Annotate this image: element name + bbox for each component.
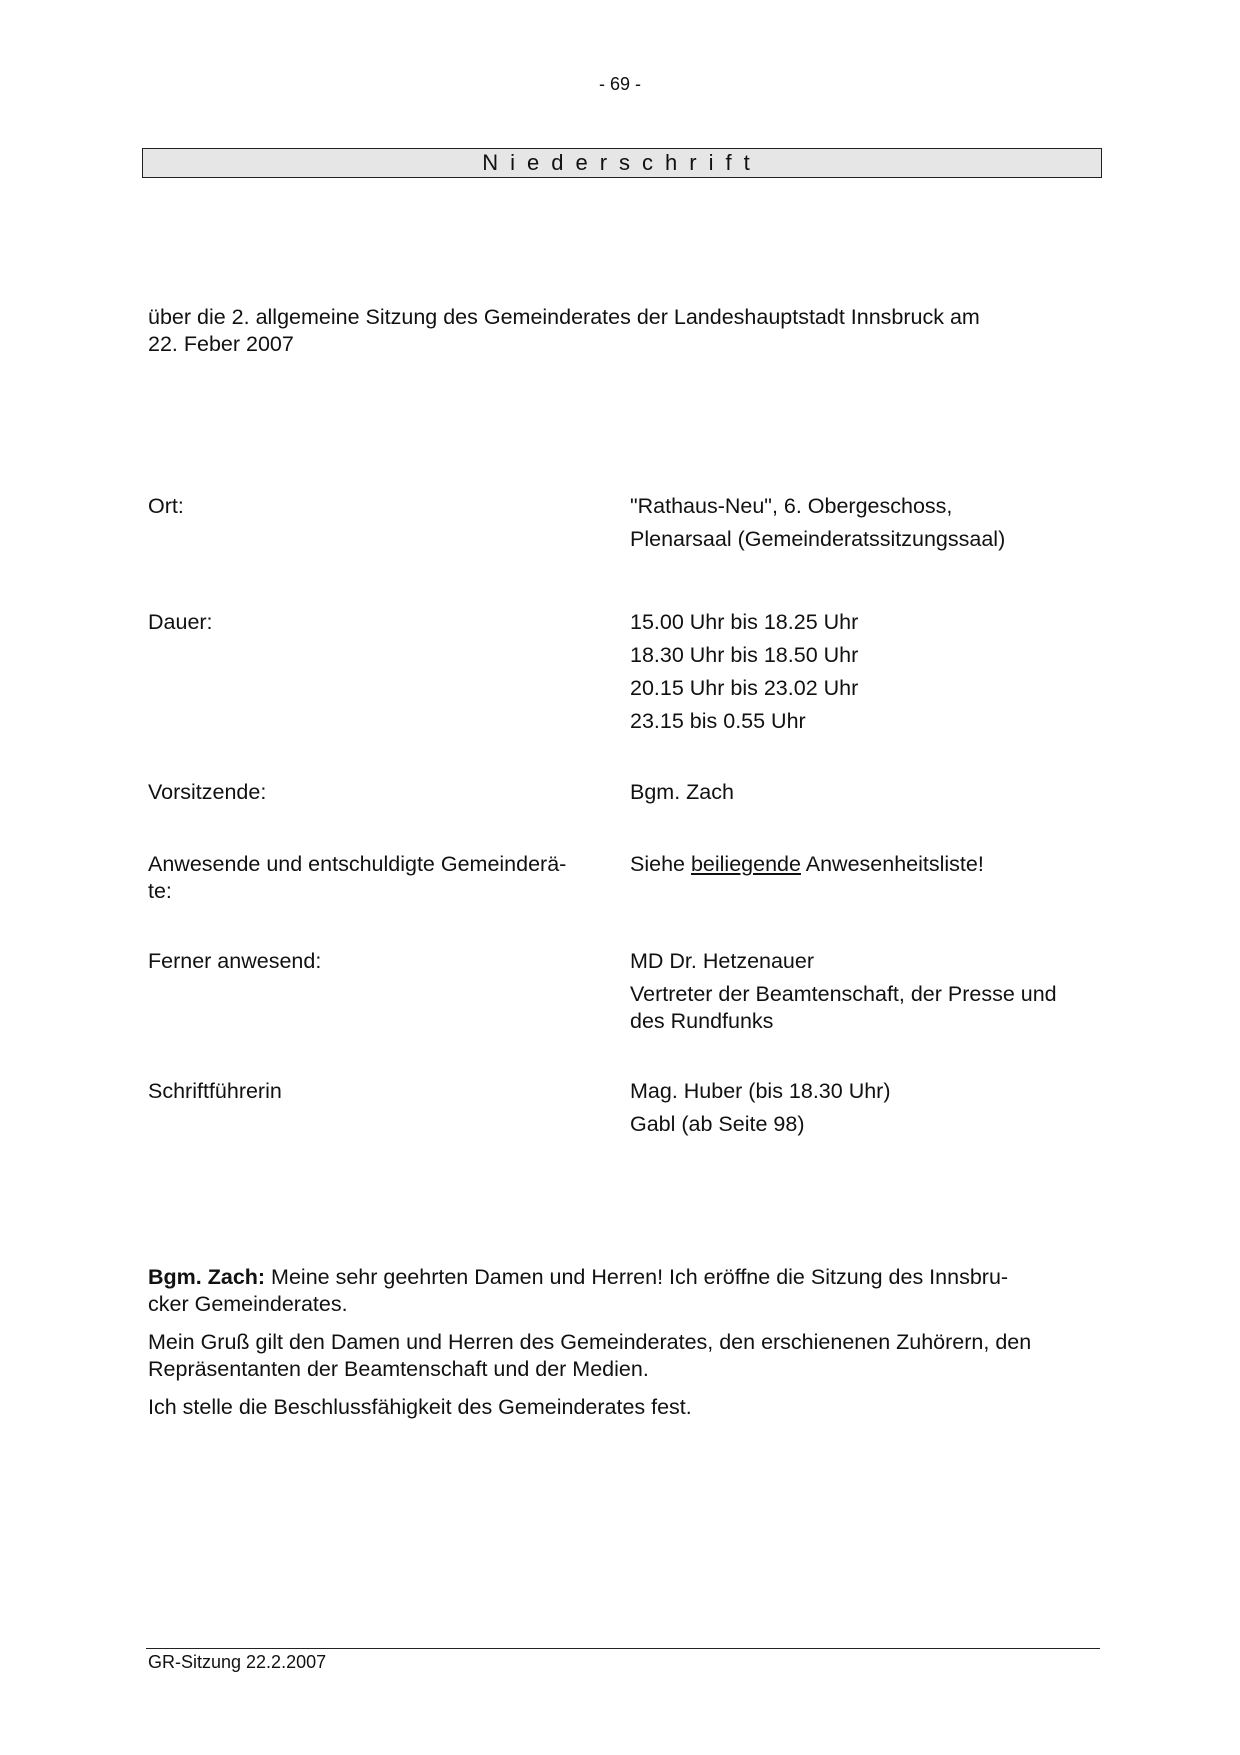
detail-value-line: 23.15 bis 0.55 Uhr [630, 709, 806, 733]
detail-label [148, 851, 618, 905]
document-title: Niederschrift [482, 150, 762, 175]
detail-value [630, 779, 1100, 812]
speech-paragraph [148, 1264, 1098, 1318]
underlined-word: beiliegende [690, 852, 801, 876]
detail-value [630, 1078, 1100, 1144]
speech-paragraph: Ich stelle die Beschlussfähigkeit des Gemeinderates fest. [148, 1395, 692, 1419]
footer-divider [146, 1648, 1100, 1649]
detail-value-line [630, 851, 1100, 878]
speech-text: Repräsentanten der Beamtenschaft und der Medien. [148, 1357, 649, 1381]
detail-value-line: Mag. Huber (bis 18.30 Uhr) [630, 1079, 891, 1103]
intro-line: 22. Feber 2007 [148, 332, 294, 356]
intro-paragraph [148, 304, 1088, 358]
detail-value-line: 18.30 Uhr bis 18.50 Uhr [630, 643, 859, 667]
detail-label-line: te: [148, 879, 172, 903]
detail-label-line: Anwesende und entschuldigte Gemeinderä- [148, 852, 567, 876]
detail-value-line: MD Dr. Hetzenauer [630, 949, 815, 973]
detail-value-line: 20.15 Uhr bis 23.02 Uhr [630, 676, 859, 700]
intro-line: über die 2. allgemeine Sitzung des Gemeinderates der Landeshauptstadt Innsbruck am [148, 305, 980, 329]
speech-paragraph [148, 1329, 1098, 1383]
detail-label: Schriftführerin [148, 1079, 282, 1103]
detail-label: Dauer: [148, 610, 213, 634]
detail-value-line: Vertreter der Beamtenschaft, der Presse und [630, 982, 1057, 1006]
detail-value [630, 851, 1100, 884]
value-text: Anwesenheitsliste! [800, 852, 984, 876]
speech-text: Mein Gruß gilt den Damen und Herren des Gemeinderates, den erschienenen Zuhörern, den [148, 1330, 1032, 1354]
body-text [148, 1264, 1098, 1432]
detail-value-line: Plenarsaal (Gemeinderatssitzungssaal) [630, 527, 1006, 551]
detail-label: Ort: [148, 494, 184, 518]
detail-value [630, 493, 1100, 559]
detail-value-line: des Rundfunks [630, 1009, 774, 1033]
detail-value-line: Bgm. Zach [630, 780, 734, 804]
detail-label: Ferner anwesend: [148, 949, 322, 973]
speaker-name: Bgm. Zach: [148, 1265, 266, 1289]
page-number: - 69 - [598, 74, 641, 94]
value-text: Siehe [630, 852, 691, 876]
detail-value-line: "Rathaus-Neu", 6. Obergeschoss, [630, 494, 953, 518]
detail-value [630, 609, 1100, 741]
detail-value-line: 15.00 Uhr bis 18.25 Uhr [630, 610, 859, 634]
detail-value-line: Gabl (ab Seite 98) [630, 1112, 805, 1136]
speech-text: Meine sehr geehrten Damen und Herren! Ich eröffne die Sitzung des Innsbru- [265, 1265, 1009, 1289]
footer-text: GR-Sitzung 22.2.2007 [148, 1652, 327, 1672]
detail-label: Vorsitzende: [148, 780, 267, 804]
detail-value [630, 948, 1100, 1035]
speech-text: cker Gemeinderates. [148, 1292, 348, 1316]
document-title-box [142, 148, 1102, 178]
